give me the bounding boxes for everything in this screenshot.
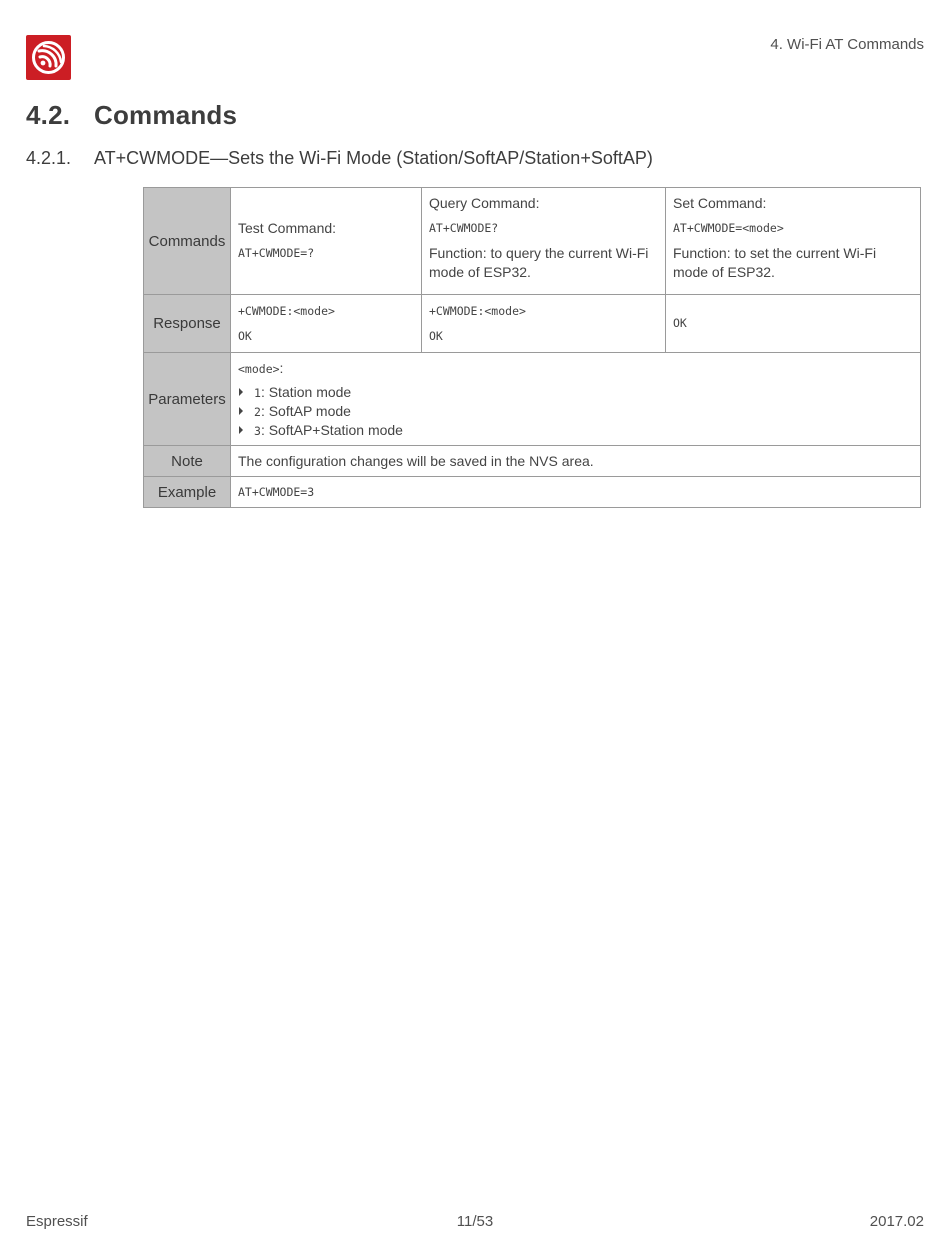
parameter-name: <mode>: [238, 361, 280, 376]
note-label: Note: [144, 446, 231, 477]
bullet-arrow-icon: [239, 426, 243, 434]
parameters-row: [144, 353, 921, 446]
parameter-list: [238, 383, 913, 440]
list-item: [238, 402, 913, 421]
param-text: : Station mode: [260, 383, 352, 400]
parameter-name-line: [238, 359, 913, 379]
commands-row: [144, 188, 921, 295]
test-response-line2: OK: [238, 328, 252, 343]
test-command-code: AT+CWMODE=?: [238, 246, 315, 260]
footer-date: 2017.02: [869, 1213, 924, 1230]
list-item: [238, 383, 913, 402]
query-response-line2: OK: [429, 328, 443, 343]
test-response-line1: +CWMODE:<mode>: [238, 303, 335, 318]
section-heading: [26, 100, 237, 131]
param-code: 2: [254, 404, 261, 419]
param-text: : SoftAP+Station mode: [260, 421, 403, 438]
query-command-title: Query Command:: [429, 195, 540, 211]
query-command-cell: [422, 188, 666, 295]
example-label: Example: [144, 477, 231, 508]
espressif-logo-icon: [26, 35, 71, 80]
set-command-code: AT+CWMODE=<mode>: [673, 221, 784, 235]
running-head: 4. Wi-Fi AT Commands: [770, 36, 924, 53]
bullet-arrow-icon: [239, 388, 243, 396]
bullet-arrow-icon: [239, 407, 243, 415]
param-code: 3: [254, 423, 261, 438]
set-command-function: Function: to set the current Wi-Fi mode of ESP32.: [673, 245, 877, 280]
example-row: [144, 477, 921, 508]
subsection-title: AT+CWMODE—Sets the Wi-Fi Mode (Station/SoftAP/Station+SoftAP): [94, 148, 653, 168]
set-response-line1: OK: [673, 316, 687, 330]
response-row: [144, 295, 921, 353]
set-command-title: Set Command:: [673, 195, 767, 211]
set-command-cell: [666, 188, 921, 295]
command-table: [143, 187, 921, 508]
footer-page-number: 11/53: [456, 1213, 494, 1230]
test-command-title: Test Command:: [238, 220, 337, 236]
note-text: The configuration changes will be saved in the NVS area.: [231, 446, 921, 477]
parameters-label: Parameters: [144, 353, 231, 446]
parameters-cell: [231, 353, 921, 446]
param-code: 1: [254, 385, 261, 400]
query-response-cell: [422, 295, 666, 353]
test-command-cell: [231, 188, 422, 295]
parameter-colon: :: [279, 359, 284, 376]
section-title: Commands: [94, 100, 238, 130]
query-response-line1: +CWMODE:<mode>: [429, 303, 526, 318]
set-response-cell: [666, 295, 921, 353]
example-code: AT+CWMODE=3: [231, 477, 921, 508]
section-number: 4.2.: [26, 100, 71, 130]
subsection-heading: [26, 148, 653, 169]
footer-company: Espressif: [26, 1213, 88, 1230]
param-text: : SoftAP mode: [260, 402, 351, 419]
espressif-logo: [26, 35, 71, 80]
response-label: Response: [144, 295, 231, 353]
subsection-number: 4.2.1.: [26, 148, 72, 168]
list-item: [238, 421, 913, 440]
commands-label: Commands: [144, 188, 231, 295]
note-row: [144, 446, 921, 477]
query-command-function: Function: to query the current Wi-Fi mode of ESP32.: [429, 245, 649, 280]
query-command-code: AT+CWMODE?: [429, 221, 499, 235]
test-response-cell: [231, 295, 422, 353]
